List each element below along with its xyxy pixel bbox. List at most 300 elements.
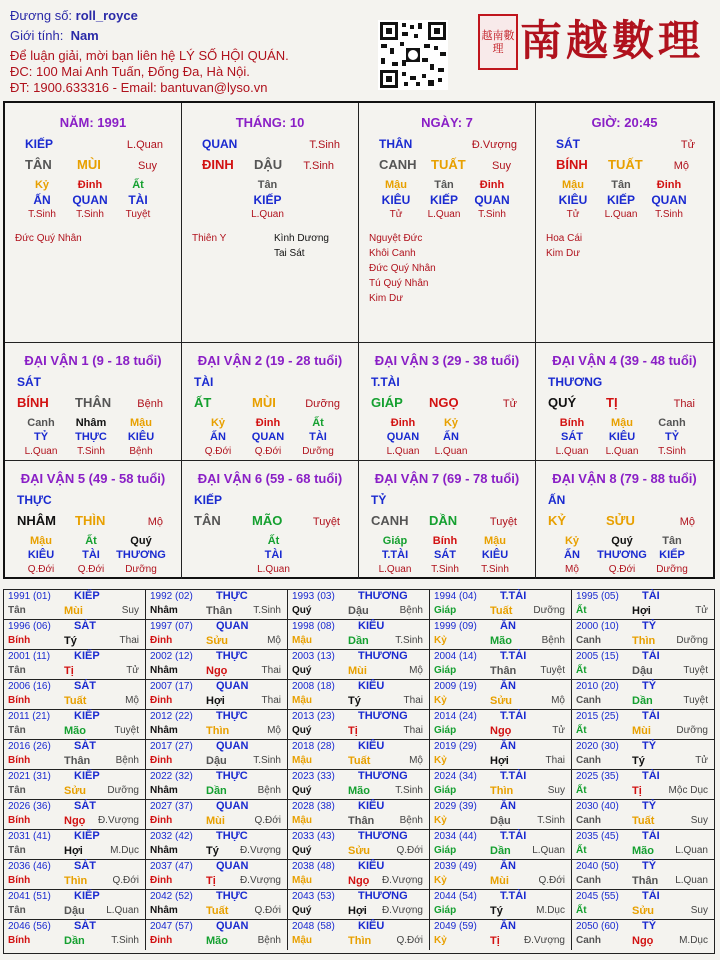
- year-label: 2027 (37): [150, 801, 193, 812]
- year-state: T.Sinh: [253, 755, 281, 766]
- hidden-stem: Bính: [559, 417, 585, 429]
- hidden-stem: Đinh: [656, 179, 682, 191]
- year-cell: [4, 770, 146, 800]
- year-label: 2014 (24): [434, 711, 477, 722]
- year-state: Đ.Vượng: [97, 815, 139, 826]
- year-label: 2021 (31): [8, 771, 51, 782]
- hidden-stem: Giáp: [382, 535, 408, 547]
- year-god: ẤN: [500, 620, 516, 632]
- hidden-stem: Kỷ: [210, 417, 226, 429]
- year-cell: [4, 800, 146, 830]
- hidden-state: Q.Đới: [27, 564, 55, 575]
- hidden-stem: Tân: [257, 179, 278, 191]
- dai-van-can: KỶ: [548, 513, 567, 528]
- year-label: 2034 (44): [434, 831, 477, 842]
- dai-van-title: ĐẠI VẬN 6 (59 - 68 tuổi): [197, 471, 343, 486]
- year-stem: Tân: [8, 845, 26, 856]
- year-cell: [572, 800, 714, 830]
- year-god: QUAN: [216, 800, 249, 812]
- year-state: M.Dục: [110, 845, 139, 856]
- year-branch: Ngọ: [632, 935, 654, 947]
- year-label: 1991 (01): [8, 591, 51, 602]
- year-cell: [430, 860, 572, 890]
- hidden-state: Dưỡng: [656, 564, 688, 575]
- year-label: 2050 (60): [576, 921, 619, 932]
- year-cell: [572, 710, 714, 740]
- year-god: QUAN: [216, 920, 249, 932]
- year-state: Dưỡng: [107, 785, 139, 796]
- year-state: Tuyệt: [683, 665, 708, 676]
- year-label: 2024 (34): [434, 771, 477, 782]
- year-cell: [288, 740, 430, 770]
- year-cell: [146, 890, 288, 920]
- star-item: Tú Quý Nhân: [369, 278, 429, 289]
- year-stem: Giáp: [434, 845, 457, 856]
- year-branch: Ngọ: [348, 875, 370, 887]
- year-stem: Giáp: [434, 665, 457, 676]
- year-label: 2010 (20): [576, 681, 619, 692]
- year-stem: Ất: [576, 605, 587, 616]
- year-state: Suy: [690, 905, 708, 916]
- address-line: ĐC: 100 Mai Anh Tuấn, Đống Đa, Hà Nội.: [10, 64, 250, 79]
- year-state: Mộ: [409, 665, 423, 676]
- pillar-can: BÍNH: [556, 157, 588, 172]
- dai-van-cell: [359, 461, 536, 579]
- year-branch: Dần: [632, 695, 653, 707]
- year-god: QUAN: [216, 620, 249, 632]
- dai-van-title: ĐẠI VẬN 4 (39 - 48 tuổi): [552, 353, 697, 368]
- year-god: TỶ: [642, 800, 657, 812]
- year-state: Mộ: [551, 695, 565, 706]
- year-branch: Tý: [206, 845, 219, 857]
- year-cell: [288, 590, 430, 620]
- year-stem: Ất: [576, 845, 587, 856]
- year-state: Tuyệt: [114, 725, 139, 736]
- year-branch: Mùi: [348, 665, 367, 677]
- hidden-god: KIÊU: [558, 193, 588, 207]
- year-stem: Ất: [576, 905, 587, 916]
- year-branch: Ngọ: [490, 725, 512, 737]
- year-label: 2036 (46): [8, 861, 51, 872]
- star-item: Đức Quý Nhân: [15, 233, 82, 244]
- year-god: T.TÀI: [500, 890, 527, 902]
- year-branch: Dậu: [632, 665, 653, 677]
- pillar-can-state: L.Quan: [126, 139, 163, 151]
- year-state: Tử: [126, 665, 139, 676]
- year-stem: Mậu: [292, 635, 312, 646]
- year-god: KIÊU: [358, 680, 385, 692]
- year-god: THỰC: [216, 590, 248, 602]
- year-state: L.Quan: [675, 845, 708, 856]
- hidden-stem: Mậu: [30, 535, 52, 547]
- hidden-god: KIÊU: [608, 431, 636, 443]
- year-state: Q.Đới: [396, 935, 423, 946]
- year-state: T.Sinh: [253, 605, 281, 616]
- year-god: TÀI: [642, 650, 660, 662]
- year-label: 2042 (52): [150, 891, 193, 902]
- year-branch: Mão: [632, 845, 654, 857]
- year-state: Thai: [119, 635, 139, 646]
- hidden-stem: Quý: [130, 535, 152, 547]
- year-state: Thai: [545, 755, 565, 766]
- year-stem: Bính: [8, 695, 31, 706]
- year-stem: Mậu: [292, 815, 312, 826]
- year-state: Bệnh: [115, 755, 139, 766]
- year-stem: Nhâm: [150, 665, 178, 676]
- hidden-stem: Mậu: [130, 417, 152, 429]
- hidden-stem: Ất: [267, 535, 280, 547]
- pillar-nap: Mộ: [673, 160, 689, 172]
- year-stem: Đinh: [150, 935, 173, 946]
- year-label: 2004 (14): [434, 651, 477, 662]
- hidden-state: L.Quan: [24, 446, 58, 457]
- year-label: 2019 (29): [434, 741, 477, 752]
- year-cell: [4, 650, 146, 680]
- dai-van-god: KIẾP: [194, 493, 223, 507]
- dai-van-chi: THÌN: [75, 513, 106, 528]
- hidden-state: Q.Đới: [77, 564, 105, 575]
- year-god: SÁT: [74, 920, 96, 932]
- year-branch: Thìn: [632, 635, 656, 647]
- year-state: Đ.Vượng: [239, 845, 281, 856]
- dai-van-chi: MÃO: [252, 513, 283, 528]
- hidden-state: L.Quan: [604, 209, 638, 220]
- year-label: 2018 (28): [292, 741, 335, 752]
- pillar-can-god: KIẾP: [25, 137, 54, 151]
- year-label: 2023 (33): [292, 771, 335, 782]
- star-item: Khôi Canh: [369, 248, 416, 259]
- hidden-state: T.Sinh: [481, 564, 509, 575]
- year-cell: [572, 920, 714, 950]
- year-god: ẤN: [500, 800, 516, 812]
- star-list: [369, 231, 436, 306]
- dai-van-nap: Dưỡng: [305, 398, 340, 410]
- year-god: TỶ: [642, 860, 657, 872]
- year-god: ẤN: [500, 740, 516, 752]
- year-stem: Bính: [8, 755, 31, 766]
- year-god: THƯƠNG: [358, 770, 408, 782]
- year-cell: [430, 680, 572, 710]
- pillar-can-god: THÂN: [379, 137, 413, 151]
- year-label: 1999 (09): [434, 621, 477, 632]
- year-branch: Ngọ: [206, 665, 228, 677]
- hidden-god: KIẾP: [253, 193, 282, 207]
- year-label: 2045 (55): [576, 891, 619, 902]
- phone-email-line: ĐT: 1900.633316 - Email: bantuvan@lyso.vn: [10, 80, 268, 95]
- seal-text: 越南數理: [481, 29, 515, 55]
- year-branch: Mão: [64, 725, 86, 737]
- hidden-god: KIÊU: [127, 431, 155, 443]
- hidden-state: T.Sinh: [77, 446, 105, 457]
- hidden-god: TÀI: [264, 549, 283, 561]
- hidden-god: TÀI: [82, 549, 100, 561]
- year-branch: Mùi: [490, 875, 509, 887]
- dai-van-god: TỶ: [371, 493, 387, 507]
- year-god: TÀI: [642, 590, 660, 602]
- year-cell: [4, 830, 146, 860]
- qr-code-icon: [378, 20, 448, 90]
- year-stem: Tân: [8, 725, 26, 736]
- year-stem: Bính: [8, 635, 31, 646]
- dai-van-nap: Tuyệt: [489, 516, 517, 528]
- year-state: T.Sinh: [537, 815, 565, 826]
- pillar-title: GIỜ: 20:45: [591, 115, 658, 130]
- pillar-nap: Suy: [138, 160, 157, 172]
- hidden-god: TỶ: [664, 431, 680, 443]
- year-stem: Đinh: [150, 875, 173, 886]
- year-cell: [146, 860, 288, 890]
- year-state: Suy: [547, 785, 565, 796]
- year-state: L.Quan: [106, 905, 139, 916]
- year-state: Suy: [690, 815, 708, 826]
- hidden-god: KIẾP: [429, 193, 458, 207]
- pillar-cell: [536, 103, 713, 343]
- pillar-cell: [359, 103, 536, 343]
- year-label: 2029 (39): [434, 801, 477, 812]
- hidden-god: KIÊU: [381, 193, 411, 207]
- hidden-god: THƯƠNG: [597, 549, 647, 561]
- logo: 南越數理: [520, 16, 705, 65]
- star-list: [546, 231, 582, 261]
- year-god: ẤN: [500, 920, 516, 932]
- year-cell: [288, 680, 430, 710]
- year-branch: Dậu: [348, 605, 369, 617]
- year-cell: [430, 770, 572, 800]
- year-label: 2040 (50): [576, 861, 619, 872]
- year-branch: Dần: [206, 785, 227, 797]
- dai-van-can: BÍNH: [17, 395, 49, 410]
- year-stem: Giáp: [434, 905, 457, 916]
- year-label: 2001 (11): [8, 651, 51, 662]
- star-item: Đức Quý Nhân: [369, 263, 436, 274]
- year-state: Suy: [121, 605, 139, 616]
- hidden-state: T.Sinh: [658, 446, 686, 457]
- year-branch: Thân: [206, 605, 233, 617]
- year-cell: [146, 920, 288, 950]
- year-stem: Kỷ: [434, 875, 447, 886]
- year-state: Đ.Vượng: [239, 875, 281, 886]
- year-cell: [288, 860, 430, 890]
- dai-van-title: ĐẠI VẬN 8 (79 - 88 tuổi): [552, 471, 697, 486]
- year-cell: [430, 710, 572, 740]
- hidden-stem: Kỷ: [564, 535, 580, 547]
- year-stem: Quý: [292, 845, 312, 856]
- year-branch: Tý: [490, 905, 503, 917]
- year-cell: [430, 830, 572, 860]
- hidden-state: L.Quan: [555, 446, 589, 457]
- year-state: Đ.Vượng: [523, 935, 565, 946]
- pillar-chi: MÙI: [77, 157, 101, 172]
- year-god: THƯƠNG: [358, 650, 408, 662]
- year-stem: Đinh: [150, 755, 173, 766]
- year-state: T.Sinh: [111, 935, 139, 946]
- year-god: THỰC: [216, 650, 248, 662]
- year-god: KIÊU: [358, 620, 385, 632]
- year-cell: [4, 620, 146, 650]
- hidden-stem: Nhâm: [75, 417, 107, 429]
- year-branch: Tị: [64, 665, 74, 677]
- year-cell: [4, 920, 146, 950]
- year-stem: Canh: [576, 695, 601, 706]
- pillar-title: NĂM: 1991: [59, 115, 127, 130]
- year-god: SÁT: [74, 800, 96, 812]
- hidden-state: Tử: [566, 209, 580, 220]
- pillar-can-state: Tử: [680, 139, 695, 151]
- year-cell: [572, 650, 714, 680]
- hidden-god: T.TÀI: [381, 549, 409, 561]
- year-state: Q.Đới: [112, 875, 139, 886]
- year-state: Bệnh: [399, 815, 423, 826]
- year-state: M.Dục: [679, 935, 708, 946]
- year-cell: [430, 740, 572, 770]
- year-branch: Tuất: [64, 695, 87, 707]
- year-stem: Canh: [576, 935, 601, 946]
- year-cell: [4, 590, 146, 620]
- year-state: Thai: [403, 725, 423, 736]
- year-god: KIẾP: [74, 710, 100, 722]
- year-label: 2022 (32): [150, 771, 193, 782]
- dai-van-title: ĐẠI VẬN 1 (9 - 18 tuổi): [24, 353, 162, 368]
- year-branch: Dậu: [490, 815, 511, 827]
- year-cell: [430, 920, 572, 950]
- year-label: 1994 (04): [434, 591, 477, 602]
- year-god: T.TÀI: [500, 650, 527, 662]
- hidden-stem: Mậu: [611, 417, 633, 429]
- year-branch: Hợi: [490, 755, 509, 767]
- year-cell: [146, 770, 288, 800]
- year-god: TÀI: [642, 830, 660, 842]
- year-branch: Sửu: [206, 635, 229, 647]
- dai-van-title: ĐẠI VẬN 2 (19 - 28 tuổi): [197, 353, 343, 368]
- year-god: QUAN: [216, 740, 249, 752]
- year-god: ẤN: [500, 680, 516, 692]
- year-cell: [430, 590, 572, 620]
- year-branch: Tị: [348, 725, 358, 737]
- year-cell: [430, 890, 572, 920]
- hidden-god: KIẾP: [606, 193, 635, 207]
- gender-value: Nam: [70, 28, 99, 43]
- dai-van-god: T.TÀI: [371, 375, 400, 389]
- year-branch: Tuất: [206, 905, 229, 917]
- year-stem: Canh: [576, 875, 601, 886]
- year-branch: Sửu: [348, 845, 371, 857]
- year-branch: Tuất: [348, 755, 371, 767]
- dai-van-can: ẤT: [194, 395, 212, 410]
- year-stem: Bính: [8, 875, 31, 886]
- dai-van-cell: [359, 343, 536, 461]
- star-item: Kim Dư: [369, 293, 403, 304]
- hidden-god: ẤN: [33, 193, 51, 207]
- dai-van-chi: SỬU: [606, 513, 635, 528]
- year-label: 2044 (54): [434, 891, 477, 902]
- pillar-can-state: T.Sinh: [309, 139, 340, 151]
- dai-van-cell: [536, 461, 713, 579]
- year-state: Mộc Dục: [668, 785, 708, 796]
- year-cell: [572, 770, 714, 800]
- pillar-chi: TUẤT: [431, 157, 466, 172]
- year-state: Q.Đới: [254, 815, 281, 826]
- year-stem: Kỷ: [434, 935, 447, 946]
- year-cell: [146, 740, 288, 770]
- dai-van-nap: Bệnh: [137, 398, 163, 410]
- year-label: 2016 (26): [8, 741, 51, 752]
- dai-van-title: ĐẠI VẬN 5 (49 - 58 tuổi): [20, 471, 166, 486]
- year-label: 2035 (45): [576, 831, 619, 842]
- year-label: 2031 (41): [8, 831, 51, 842]
- year-stem: Giáp: [434, 605, 457, 616]
- year-branch: Hợi: [348, 905, 367, 917]
- year-branch: Tị: [206, 875, 216, 887]
- year-branch: Sửu: [490, 695, 513, 707]
- year-cell: [146, 680, 288, 710]
- year-branch: Mùi: [632, 725, 651, 737]
- year-stem: Mậu: [292, 755, 312, 766]
- year-god: T.TÀI: [500, 590, 527, 602]
- year-stem: Bính: [8, 815, 31, 826]
- year-god: ẤN: [500, 860, 516, 872]
- year-god: KIẾP: [74, 830, 100, 842]
- year-god: QUAN: [216, 860, 249, 872]
- hidden-stem: Tân: [434, 179, 454, 191]
- year-god: TÀI: [642, 770, 660, 782]
- year-stem: Quý: [292, 665, 312, 676]
- year-state: Tử: [695, 605, 708, 616]
- year-cell: [288, 800, 430, 830]
- year-stem: Bính: [8, 935, 31, 946]
- year-label: 2025 (35): [576, 771, 619, 782]
- year-label: 2017 (27): [150, 741, 193, 752]
- hidden-stem: Quý: [611, 535, 633, 547]
- hidden-stem: Đinh: [390, 417, 416, 429]
- year-god: SÁT: [74, 680, 96, 692]
- year-branch: Thìn: [64, 875, 88, 887]
- year-state: Tuyệt: [683, 695, 708, 706]
- year-god: SÁT: [74, 620, 96, 632]
- pillar-nap: Suy: [492, 160, 511, 172]
- year-branch: Sửu: [632, 905, 655, 917]
- hidden-stem: Mậu: [385, 179, 407, 191]
- account-label: Đương số:: [10, 8, 73, 23]
- hidden-state: L.Quan: [427, 209, 461, 220]
- year-branch: Thân: [348, 815, 375, 827]
- dai-van-can: CANH: [371, 513, 409, 528]
- year-branch: Thìn: [490, 785, 514, 797]
- year-cell: [146, 710, 288, 740]
- year-label: 2039 (49): [434, 861, 477, 872]
- dai-van-chi: MÙI: [252, 395, 276, 410]
- dai-van-chi: NGỌ: [429, 395, 459, 410]
- year-cell: [572, 830, 714, 860]
- year-state: Thai: [261, 695, 281, 706]
- pillar-nap: T.Sinh: [303, 160, 334, 172]
- year-stem: Giáp: [434, 785, 457, 796]
- year-label: 2003 (13): [292, 651, 335, 662]
- year-state: Mộ: [267, 635, 281, 646]
- hidden-state: L.Quan: [386, 446, 420, 457]
- year-stem: Quý: [292, 905, 312, 916]
- year-branch: Mão: [348, 785, 370, 797]
- year-cell: [572, 740, 714, 770]
- year-stem: Nhâm: [150, 905, 178, 916]
- dai-van-cell: [182, 343, 359, 461]
- year-stem: Đinh: [150, 815, 173, 826]
- year-label: 2013 (23): [292, 711, 335, 722]
- year-branch: Thìn: [348, 935, 372, 947]
- hidden-god: KIÊU: [27, 549, 55, 561]
- year-label: 2037 (47): [150, 861, 193, 872]
- dai-van-god: TÀI: [194, 375, 214, 389]
- hidden-state: Dưỡng: [125, 564, 157, 575]
